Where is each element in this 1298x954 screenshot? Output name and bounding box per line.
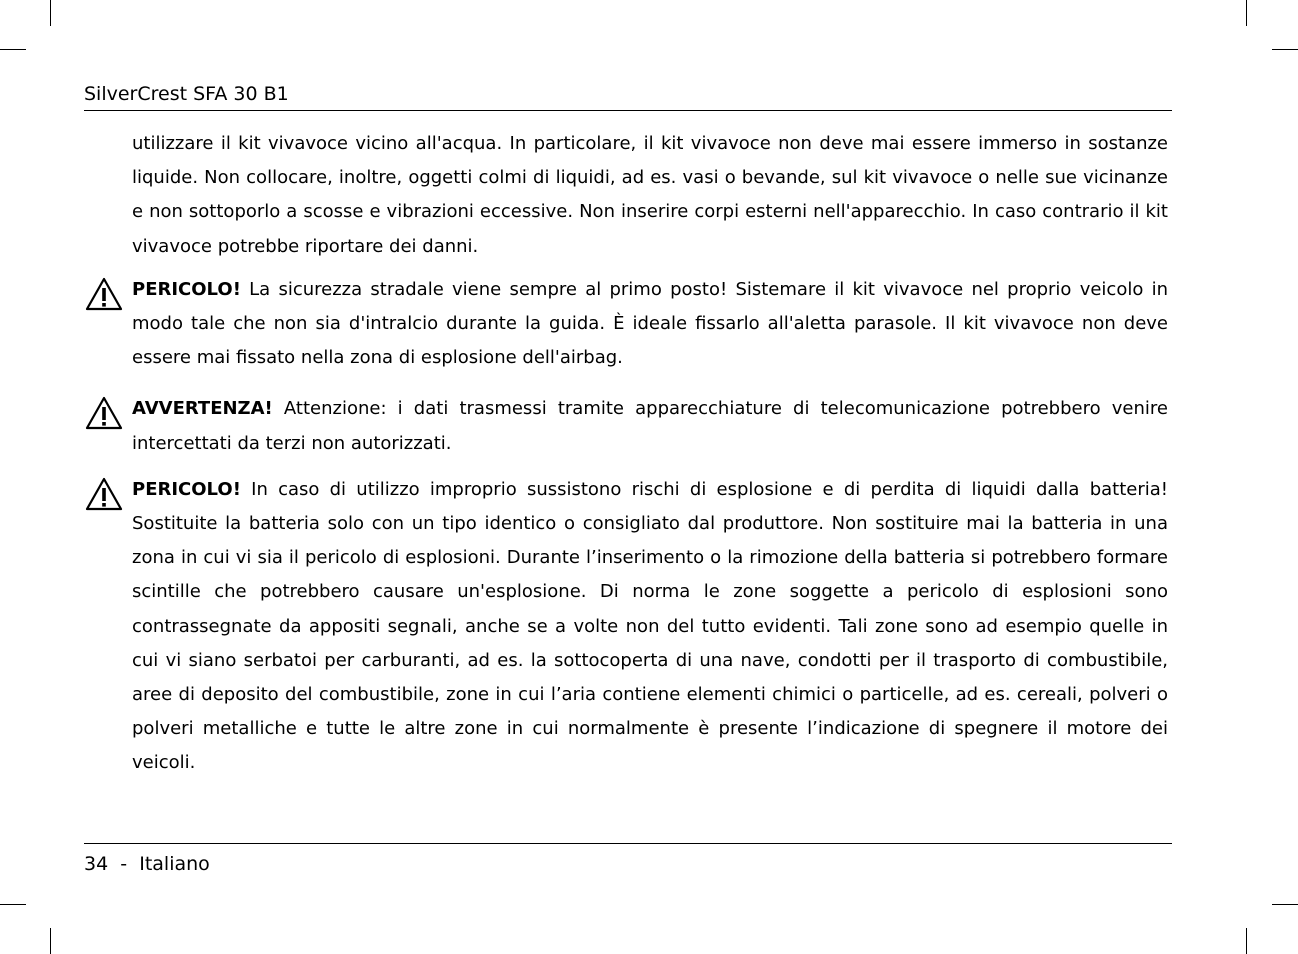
crop-mark-top-right (1272, 49, 1298, 50)
danger-label: PERICOLO! (132, 478, 241, 500)
warning-triangle-icon (85, 277, 123, 311)
page-number: 34 (84, 853, 109, 875)
danger-label: PERICOLO! (132, 278, 241, 300)
crop-mark-bottom-left (0, 904, 26, 905)
header-rule (84, 110, 1172, 111)
crop-mark-bottom-right (1246, 928, 1247, 954)
header-title: SilverCrest SFA 30 B1 (84, 83, 289, 105)
crop-mark-bottom-right (1272, 904, 1298, 905)
crop-mark-top-left (0, 49, 26, 50)
page-footer (84, 851, 210, 877)
footer-separator: - (120, 853, 128, 875)
footer-language: Italiano (139, 853, 210, 875)
paragraph-warning-privacy (132, 392, 1168, 460)
warning-triangle-icon (85, 477, 123, 511)
manual-content (132, 127, 1168, 781)
paragraph-text: La sicurezza stradale viene sempre al primo posto! Sistemare il kit vivavoce nel proprio veicolo in modo tale che non sia d'intralcio durante la guida. È ideale fissarlo all'aletta parasole. Il kit vivavoce non deve essere mai fissato nella zona di esplosione dell'airbag. (132, 278, 1168, 369)
crop-mark-top-right (1246, 0, 1247, 26)
paragraph-text: Attenzione: i dati trasmessi tramite apparecchiature di telecomunicazione potrebbero venire intercettati da terzi non autorizzati. (132, 398, 1168, 454)
crop-mark-bottom-left (50, 928, 51, 954)
warning-triangle-icon (85, 396, 123, 430)
paragraph-text: In caso di utilizzo improprio sussistono rischi di esplosione e di perdita di liquidi dalla batteria! Sostituite la batteria solo con un tipo identico o consigliato dal produttore. Non sostituire mai la batteria in una zona in cui vi sia il pericolo di esplosioni. Durante l’inserimento o la rimozione della batteria si potrebbero formare scintille che potrebbero causare un'esplosione. Di norma le zone soggette a pericolo di esplosioni sono contrassegnate da appositi segnali, anche se a volte non del tutto evidenti. Tali zone sono ad esempio quelle in cui vi siano serbatoi per carburanti, ad es. la sottocoperta di una nave, condotti per il trasporto di combustibile, aree di deposito del combustibile, zone in cui l’aria contiene elementi chimici o particelle, ad es. cereali, polveri o polveri metalliche e tutte le altre zone in cui normalmente è presente l’indicazione di spegnere il motore dei veicoli. (132, 478, 1168, 774)
paragraph-water-safety (132, 127, 1168, 264)
paragraph-text: utilizzare il kit vivavoce vicino all'acqua. In particolare, il kit vivavoce non deve mai essere immerso in sostanze liquide. Non collocare, inoltre, oggetti colmi di liquidi, ad es. vasi o bevande, sul kit vivavoce o nelle sue vicinanze e non sottoporlo a scosse e vibrazioni eccessive. Non inserire corpi esterni nell'apparecchio. In caso contrario il kit vivavoce potrebbe riportare dei danni. (132, 133, 1168, 257)
warning-label: AVVERTENZA! (132, 398, 273, 420)
footer-rule (84, 843, 1172, 844)
crop-mark-top-left (50, 0, 51, 26)
paragraph-danger-road-safety (132, 273, 1168, 376)
paragraph-danger-battery (132, 473, 1168, 781)
